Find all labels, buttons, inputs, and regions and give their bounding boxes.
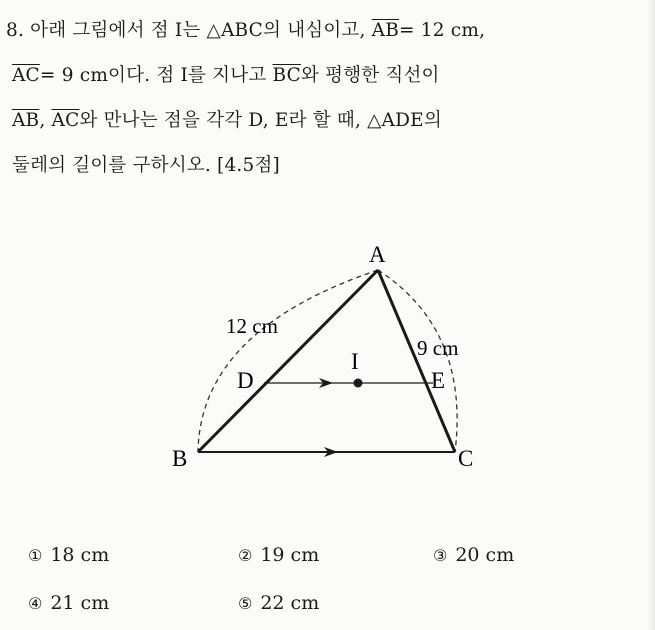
choice-2[interactable] — [238, 544, 319, 566]
choice-1[interactable] — [28, 544, 109, 566]
segment-ac-symbol-2: $\overline{AC}$ — [51, 110, 80, 131]
choice-2-symbol: ② — [238, 546, 253, 565]
length-label-ab: 12 cm — [226, 314, 278, 338]
problem-sep: , — [39, 110, 52, 131]
problem-text-1b: = 12 cm, — [399, 20, 486, 41]
point-label-e: E — [431, 368, 446, 393]
problem-number: 8. — [6, 20, 25, 41]
choice-4-text: 21 cm — [50, 592, 110, 614]
incenter-point — [354, 379, 363, 388]
point-label-d: D — [237, 368, 254, 393]
vertex-label-c: C — [458, 446, 474, 471]
problem-text-1a: 아래 그림에서 점 I는 △ABC의 내심이고, — [30, 20, 372, 41]
problem-text-2b: 와 평행한 직선이 — [300, 65, 440, 86]
choice-1-symbol: ① — [28, 546, 43, 565]
choice-3-text: 20 cm — [455, 544, 515, 566]
point-label-i: I — [351, 349, 359, 374]
choice-1-text: 18 cm — [50, 544, 110, 566]
choice-3[interactable] — [433, 544, 514, 566]
length-label-ac: 9 cm — [417, 336, 459, 360]
choice-5[interactable] — [238, 592, 319, 614]
problem-text-4: 둘레의 길이를 구하시오. [4.5점] — [12, 155, 280, 176]
side-ac — [378, 270, 455, 452]
vertex-label-a: A — [369, 242, 386, 267]
segment-ac-symbol: $\overline{AC}$ — [12, 65, 40, 86]
choice-4-symbol: ④ — [28, 594, 43, 613]
vertex-label-b: B — [172, 446, 188, 471]
segment-bc-symbol: $\overline{BC}$ — [272, 65, 301, 86]
segment-ab-symbol: $\overline{AB}$ — [371, 20, 399, 41]
choice-5-text: 22 cm — [260, 592, 320, 614]
choice-2-text: 19 cm — [260, 544, 320, 566]
choice-3-symbol: ③ — [433, 546, 448, 565]
choice-4[interactable] — [28, 592, 109, 614]
choice-5-symbol: ⑤ — [238, 594, 253, 613]
problem-text-2a: = 9 cm이다. 점 I를 지나고 — [39, 65, 273, 86]
segment-ab-symbol-2: $\overline{AB}$ — [12, 110, 40, 131]
problem-text-3a: 와 만나는 점을 각각 D, E라 할 때, △ADE의 — [79, 110, 442, 131]
